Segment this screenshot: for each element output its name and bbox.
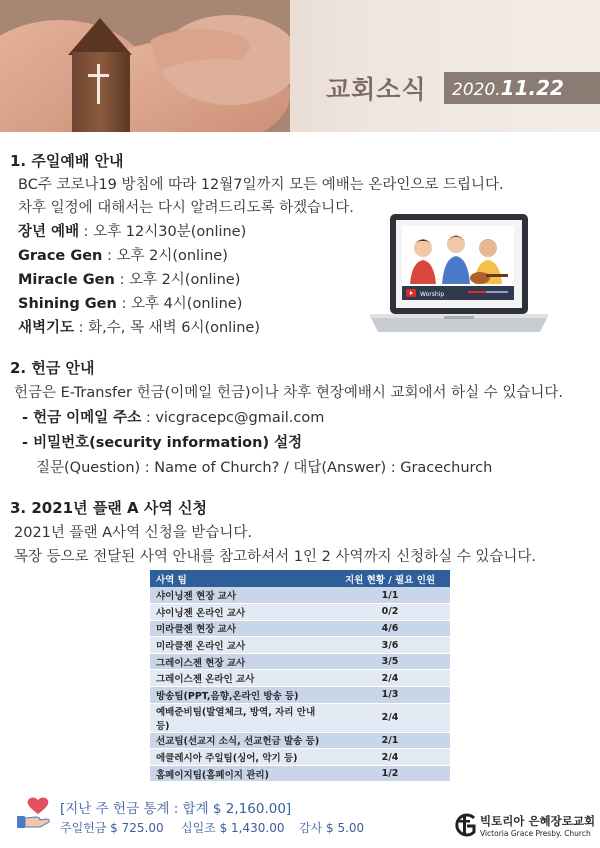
table-row: [150, 587, 450, 604]
team-name: 그레이스젠 온라인 교사: [150, 670, 330, 687]
service-name: 장년 예배: [18, 224, 80, 240]
team-status: 2/1: [330, 732, 450, 749]
team-status: 3/6: [330, 637, 450, 654]
offering-title: [지난 주 헌금 통계 : 합계 $ 2,160.00]: [60, 801, 292, 817]
section2-line1: 헌금은 E-Transfer 헌금(이메일 헌금)이나 차후 현장예배시 교회에서 하실 수 있습니다.: [14, 385, 563, 401]
email-value: : vicgracepc@gmail.com: [141, 410, 325, 426]
offering-tithe: 십일조 $ 1,430.00: [181, 821, 285, 835]
service-row: [18, 244, 228, 265]
table-header-team: 사역 팀: [150, 570, 330, 587]
service-time: : 오후 2시(online): [114, 272, 241, 288]
table-header-status: 지원 현황 / 필요 인원: [330, 570, 450, 587]
team-status: 0/2: [330, 604, 450, 621]
church-logo-icon: [452, 812, 478, 838]
team-name: 방송팀(PPT,음향,온라인 방송 등): [150, 687, 330, 704]
service-name: Grace Gen: [18, 248, 103, 264]
service-name: Miracle Gen: [18, 272, 115, 288]
service-time: : 오후 2시(online): [102, 248, 228, 264]
team-name: 홈페이지팀(홈페이지 관리): [150, 765, 330, 782]
team-name: 샤이닝젠 온라인 교사: [150, 604, 330, 621]
section3-line2: 목장 등으로 전달된 사역 안내를 참고하셔서 1인 2 사역까지 신청하실 수 있습니다.: [14, 549, 536, 565]
service-name: 새벽기도: [18, 320, 75, 336]
service-time: : 화,수, 목 새벽 6시(online): [74, 320, 260, 336]
table-row: [150, 765, 450, 782]
team-name: 예배준비팀(발열체크, 방역, 자리 안내 등): [150, 703, 330, 732]
section1-title: 1. 주일예배 안내: [10, 152, 124, 170]
section3-title: 3. 2021년 플랜 A 사역 신청: [10, 499, 208, 517]
date-prefix: 2020.: [452, 80, 501, 100]
table-row: [150, 620, 450, 637]
team-status: 1/2: [330, 765, 450, 782]
heart-hand-icon: [16, 796, 56, 832]
team-status: 3/5: [330, 653, 450, 670]
offering-sunday: 주일헌금 $ 725.00: [60, 821, 164, 835]
team-name: 샤이닝젠 현장 교사: [150, 587, 330, 604]
church-name-ko: 빅토리아 은혜장로교회: [480, 814, 596, 828]
table-row: [150, 637, 450, 654]
table-row: [150, 670, 450, 687]
team-name: 선교팀(선교지 소식, 선교헌금 발송 등): [150, 732, 330, 749]
date-text: [452, 76, 564, 100]
table-row: [150, 653, 450, 670]
team-status: 2/4: [330, 670, 450, 687]
section3-line1: 2021년 플랜 A사역 신청을 받습니다.: [14, 525, 252, 541]
service-row: [18, 268, 240, 289]
service-time: : 오후 4시(online): [116, 296, 243, 312]
table-row: [150, 749, 450, 766]
section1-line1: BC주 코로나19 방침에 따라 12월7일까지 모든 예배는 온라인으로 드립니다.: [18, 177, 504, 193]
date-suffix: 11.22: [500, 76, 564, 100]
email-row: [22, 406, 324, 427]
team-status: 1/1: [330, 587, 450, 604]
team-name: 미라클젠 온라인 교사: [150, 637, 330, 654]
screen-label: Worship: [420, 291, 445, 298]
section2-title: 2. 헌금 안내: [10, 359, 95, 377]
table-header-row: [150, 570, 450, 587]
page-title: 교회소식: [326, 75, 427, 104]
service-name: Shining Gen: [18, 296, 117, 312]
online-worship-laptop-illustration: [368, 212, 550, 342]
team-status: 1/3: [330, 687, 450, 704]
table-row: [150, 732, 450, 749]
security-detail: 질문(Question) : Name of Church? / 대답(Answer) : Gracechurch: [36, 460, 493, 476]
section1-line2: 차후 일정에 대해서는 다시 알려드리도록 하겠습니다.: [18, 200, 354, 216]
team-status: 4/6: [330, 620, 450, 637]
header-banner: [0, 0, 600, 132]
service-row: [18, 316, 260, 337]
ministry-table: [150, 570, 450, 782]
table-row: [150, 703, 450, 732]
team-name: 에클레시아 주일팀(싱어, 악기 등): [150, 749, 330, 766]
service-row: [18, 292, 242, 313]
service-row: [18, 220, 246, 241]
team-status: 2/4: [330, 703, 450, 732]
security-label: - 비밀번호(security information) 설정: [22, 435, 303, 451]
hands-holding-church-image: [0, 0, 290, 132]
table-row: [150, 604, 450, 621]
table-row: [150, 687, 450, 704]
church-name-en: Victoria Grace Presby. Church: [480, 829, 591, 838]
team-name: 그레이스젠 현장 교사: [150, 653, 330, 670]
service-time: : 오후 12시30분(online): [79, 224, 247, 240]
date-badge: [444, 72, 600, 104]
team-name: 미라클젠 현장 교사: [150, 620, 330, 637]
offering-thanks: 감사 $ 5.00: [299, 821, 365, 835]
email-label: - 헌금 이메일 주소: [22, 410, 142, 426]
security-row: [22, 431, 302, 452]
team-status: 2/4: [330, 749, 450, 766]
